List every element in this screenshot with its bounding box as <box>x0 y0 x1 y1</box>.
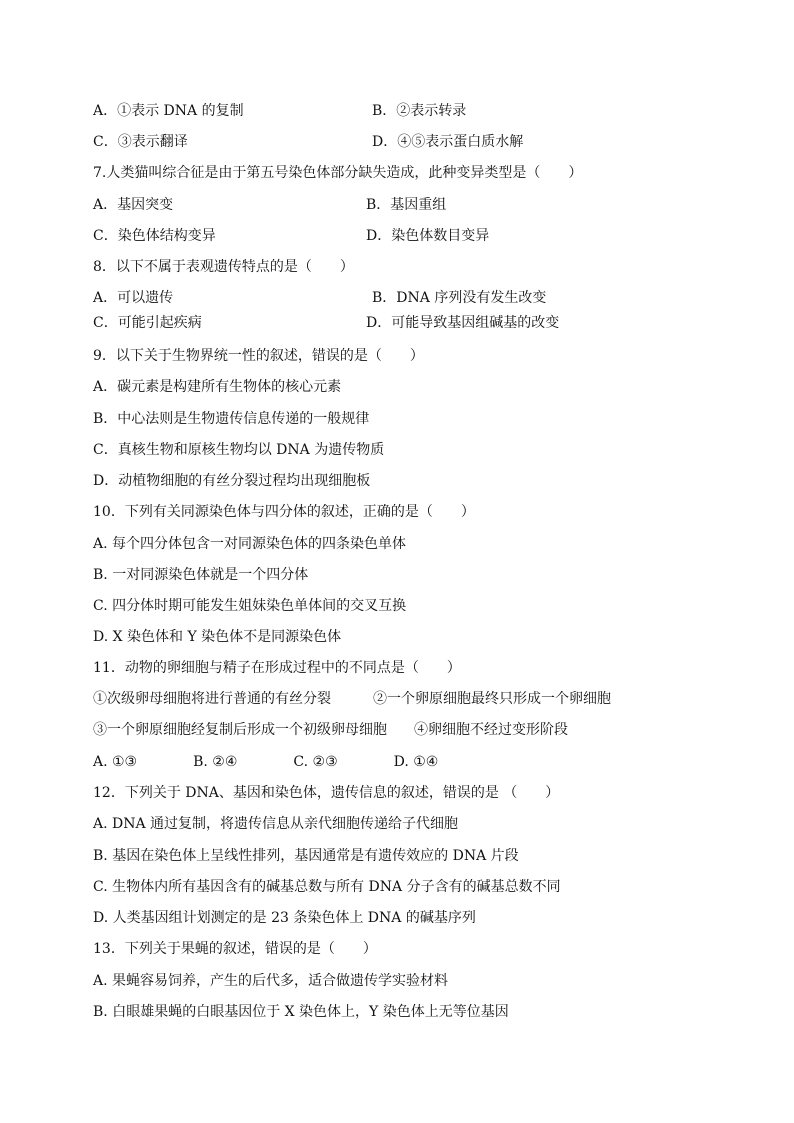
q11-statement-2: ②一个卵原细胞最终只形成一个卵细胞 <box>373 691 611 707</box>
q9-stem: 9．以下关于生物界统一性的叙述，错误的是（ ） <box>93 348 424 364</box>
q8-stem: 8．以下不属于表观遗传特点的是（ ） <box>93 259 354 275</box>
q7-option-b: B．基因重组 <box>366 197 447 213</box>
q6-option-c: C．③表示翻译 <box>93 134 188 150</box>
q9-option-c: C．真核生物和原核生物均以 DNA 为遗传物质 <box>93 442 385 458</box>
q6-option-a: A．①表示 DNA 的复制 <box>93 103 244 119</box>
q7-stem: 7.人类猫叫综合征是由于第五号染色体部分缺失造成，此种变异类型是（ ） <box>93 165 583 181</box>
q11-statement-3: ③一个卵原细胞经复制后形成一个初级卵母细胞 <box>93 722 387 738</box>
q8-option-d: D．可能导致基因组碱基的改变 <box>366 315 560 331</box>
q10-option-c: C. 四分体时期可能发生姐妹染色单体间的交叉互换 <box>93 598 407 614</box>
q10-option-d: D. X 染色体和 Y 染色体不是同源染色体 <box>93 629 342 645</box>
q9-option-b: B．中心法则是生物遗传信息传递的一般规律 <box>93 411 370 427</box>
q7-option-a: A．基因突变 <box>93 197 174 213</box>
q12-stem: 12．下列关于 DNA、基因和染色体，遗传信息的叙述，错误的是 （ ） <box>93 785 560 801</box>
q12-option-d: D. 人类基因组计划测定的是 23 条染色体上 DNA 的碱基序列 <box>93 910 476 926</box>
q11-stem: 11．动物的卵细胞与精子在形成过程中的不同点是（ ） <box>93 660 461 676</box>
q10-option-b: B. 一对同源染色体就是一个四分体 <box>93 567 309 583</box>
q8-option-a: A．可以遗传 <box>93 290 174 306</box>
q7-option-d: D．染色体数目变异 <box>366 228 490 244</box>
q9-option-a: A．碳元素是构建所有生物体的核心元素 <box>93 379 342 395</box>
q9-option-d: D．动植物细胞的有丝分裂过程均出现细胞板 <box>93 473 371 489</box>
q11-statement-1: ①次级卵母细胞将进行普通的有丝分裂 <box>93 691 331 707</box>
q6-option-d: D．④⑤表示蛋白质水解 <box>372 134 524 150</box>
q8-option-c: C．可能引起疾病 <box>93 315 202 331</box>
q11-options: A. ①③ B. ②④ C. ②③ D. ①④ <box>93 754 439 770</box>
q10-option-a: A. 每个四分体包含一对同源染色体的四条染色单体 <box>93 536 407 552</box>
q12-option-b: B. 基因在染色体上呈线性排列，基因通常是有遗传效应的 DNA 片段 <box>93 848 519 864</box>
q11-statement-4: ④卵细胞不经过变形阶段 <box>414 722 568 738</box>
q8-option-b: B．DNA 序列没有发生改变 <box>372 290 547 306</box>
q7-option-c: C．染色体结构变异 <box>93 228 216 244</box>
q12-option-a: A. DNA 通过复制，将遗传信息从亲代细胞传递给子代细胞 <box>93 816 459 832</box>
q6-option-b: B．②表示转录 <box>372 103 467 119</box>
q13-option-a: A. 果蝇容易饲养，产生的后代多，适合做遗传学实验材料 <box>93 973 449 989</box>
q10-stem: 10．下列有关同源染色体与四分体的叙述，正确的是（ ） <box>93 504 475 520</box>
q12-option-c: C. 生物体内所有基因含有的碱基总数与所有 DNA 分子含有的碱基总数不同 <box>93 879 561 895</box>
q13-stem: 13．下列关于果蝇的叙述，错误的是（ ） <box>93 941 377 957</box>
q13-option-b: B. 白眼雄果蝇的白眼基因位于 X 染色体上，Y 染色体上无等位基因 <box>93 1004 509 1020</box>
